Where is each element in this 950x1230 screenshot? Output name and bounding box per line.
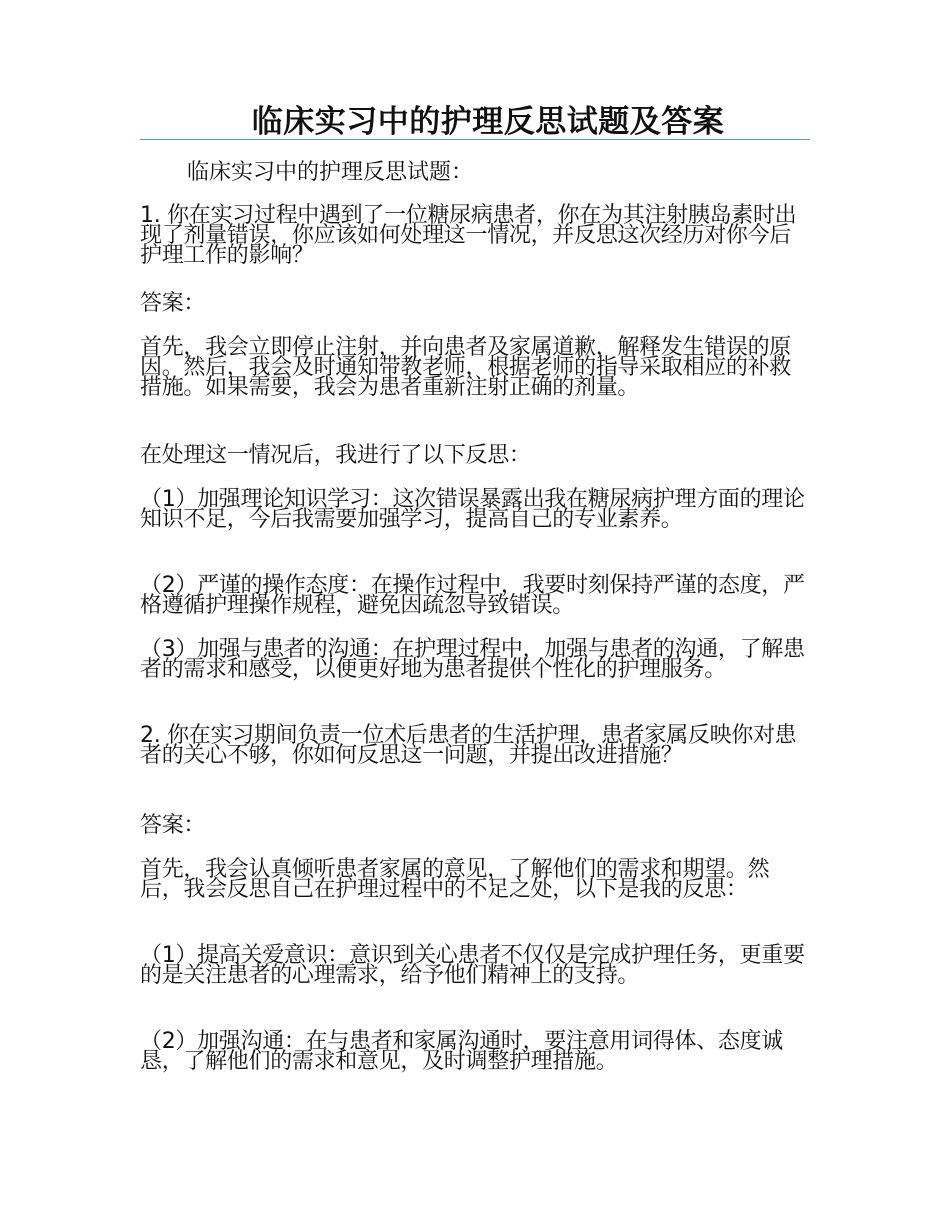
reflection-item-2: （2）严谨的操作态度：在操作过程中，我要时刻保持严谨的态度，严格遵循护理操作规程，避免因疏忽导致错误。 [140,573,805,618]
improvement-item-2: （2）加强沟通：在与患者和家属沟通时，要注意用词得体、态度诚恳，了解他们的需求和意见，及时调整护理措施。 [140,1029,783,1074]
reflection-intro: 在处理这一情况后，我进行了以下反思： [140,443,531,468]
intro-line: 临床实习中的护理反思试题： [187,160,474,185]
reflection-item-3: （3）加强与患者的沟通：在护理过程中，加强与患者的沟通，了解患者的需求和感受，以便更好地为患者提供个性化的护理服务。 [140,637,805,682]
question-2: 2. 你在实习期间负责一位术后患者的生活护理，患者家属反映你对患者的关心不够，你如何反思这一问题，并提出改进措施？ [140,723,797,768]
document-title: 临床实习中的护理反思试题及答案 [251,104,725,140]
reflection-item-1: （1）加强理论知识学习：这次错误暴露出我在糖尿病护理方面的理论知识不足，今后我需要加强学习，提高自己的专业素养。 [140,487,805,532]
answer-label-1: 答案： [140,291,206,316]
title-underline [140,139,810,140]
answer-2-paragraph: 首先，我会认真倾听患者家属的意见，了解他们的需求和期望。然后，我会反思自己在护理过程中的不足之处，以下是我的反思： [140,857,770,902]
improvement-item-1: （1）提高关爱意识：意识到关心患者不仅仅是完成护理任务，更重要的是关注患者的心理需求，给予他们精神上的支持。 [140,943,805,988]
answer-1-paragraph: 首先，我会立即停止注射，并向患者及家属道歉，解释发生错误的原因。然后，我会及时通知带教老师，根据老师的指导采取相应的补救措施。如果需要，我会为患者重新注射正确的剂量。 [140,335,792,400]
answer-label-2: 答案： [140,813,206,838]
question-1: 1. 你在实习过程中遇到了一位糖尿病患者，你在为其注射胰岛素时出现了剂量错误，你应该如何处理这一情况，并反思这次经历对你今后护理工作的影响？ [140,203,797,268]
